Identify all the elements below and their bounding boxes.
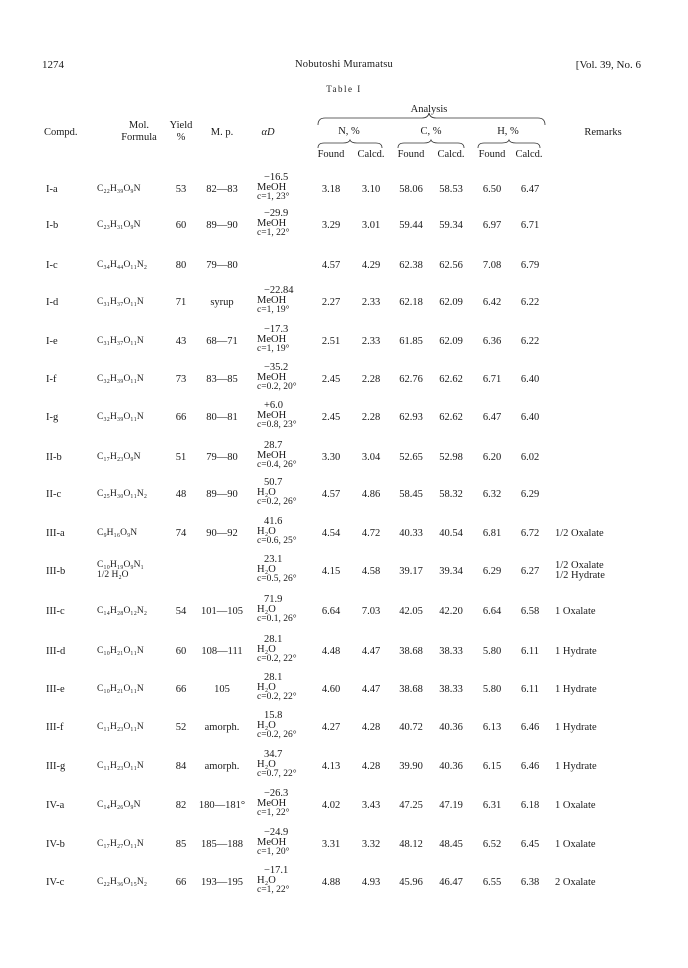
- mp-cell: 79—80: [206, 452, 238, 463]
- c-calcd-cell: 62.62: [439, 374, 463, 385]
- n-found-cell: 4.60: [321, 684, 341, 695]
- compd-cell: IV-b: [46, 839, 65, 850]
- yield-cell: 71: [175, 297, 187, 308]
- formula-cell: C₉H₁₆O₉N: [97, 528, 138, 538]
- compd-cell: III-a: [46, 528, 65, 539]
- formula-cell: C₃₁H₃₇O₁₁N: [97, 297, 144, 307]
- rotation-cell: H₂O: [257, 604, 276, 615]
- h-calcd-cell: 6.40: [520, 412, 540, 423]
- remarks-cell: 1 Oxalate: [555, 800, 596, 811]
- rotation-cell: c=1, 20°: [257, 847, 290, 857]
- n-calcd-cell: 2.33: [361, 336, 381, 347]
- mp-cell: 89—90: [206, 220, 238, 231]
- yield-cell: 85: [175, 839, 187, 850]
- rotation-cell: MeOH: [257, 372, 287, 383]
- c-calcd-cell: 62.09: [439, 297, 463, 308]
- mp-cell: 79—80: [206, 260, 238, 271]
- rotation-cell: MeOH: [257, 295, 287, 306]
- yield-cell: 60: [175, 220, 187, 231]
- mp-cell: 180—181°: [198, 800, 246, 811]
- header-n-found: Found: [317, 149, 345, 160]
- h-calcd-cell: 6.46: [520, 722, 540, 733]
- h-calcd-cell: 6.72: [520, 528, 540, 539]
- h-calcd-cell: 6.02: [520, 452, 540, 463]
- h-found-cell: 6.64: [482, 606, 502, 617]
- h-found-cell: 7.08: [482, 260, 502, 271]
- mp-cell: amorph.: [204, 722, 240, 733]
- table-title: Table I: [326, 84, 362, 94]
- c-found-cell: 39.17: [399, 566, 423, 577]
- n-found-cell: 2.27: [321, 297, 341, 308]
- rotation-cell: c=0.2, 26°: [257, 730, 297, 740]
- yield-cell: 80: [175, 260, 187, 271]
- yield-cell: 52: [175, 722, 187, 733]
- rotation-cell: H₂O: [257, 682, 276, 693]
- formula-cell: C₁₇H₂₇O₁₁N: [97, 839, 144, 849]
- compd-cell: I-d: [46, 297, 59, 308]
- header-analysis: Analysis: [410, 104, 448, 115]
- rotation-cell: H₂O: [257, 875, 276, 886]
- compd-cell: III-e: [46, 684, 65, 695]
- n-found-cell: 4.15: [321, 566, 341, 577]
- n-calcd-cell: 7.03: [361, 606, 381, 617]
- remarks-cell: 1/2 Oxalate: [555, 528, 604, 539]
- rotation-cell: c=1, 23°: [257, 192, 290, 202]
- n-calcd-cell: 3.32: [361, 839, 381, 850]
- h-calcd-cell: 6.18: [520, 800, 540, 811]
- formula-cell: C₂₅H₃₀O₁₁N₂: [97, 489, 148, 499]
- mp-cell: 90—92: [206, 528, 238, 539]
- yield-cell: 66: [175, 684, 187, 695]
- yield-cell: 53: [175, 184, 187, 195]
- c-found-cell: 47.25: [399, 800, 423, 811]
- formula-cell: C₁₁H₂₃O₁₁N: [97, 761, 144, 771]
- yield-cell: 84: [175, 761, 187, 772]
- h-calcd-cell: 6.11: [521, 684, 539, 695]
- rotation-cell: MeOH: [257, 182, 287, 193]
- h-calcd-cell: 6.38: [520, 877, 540, 888]
- h-found-cell: 6.29: [482, 566, 502, 577]
- rotation-cell: c=1, 19°: [257, 305, 290, 315]
- h-calcd-cell: 6.79: [520, 260, 540, 271]
- mp-cell: 101—105: [201, 606, 243, 617]
- rotation-cell: c=1, 22°: [257, 228, 290, 238]
- header-yield-unit: %: [176, 132, 186, 143]
- c-found-cell: 62.76: [399, 374, 423, 385]
- rotation-cell: 23.1: [264, 554, 283, 565]
- h-found-cell: 6.71: [482, 374, 502, 385]
- mp-cell: 193—195: [201, 877, 243, 888]
- yield-cell: 73: [175, 374, 187, 385]
- rotation-cell: MeOH: [257, 218, 287, 229]
- formula-cell-2: 1/2 H₂O: [97, 570, 129, 580]
- compd-cell: IV-c: [46, 877, 65, 888]
- n-found-cell: 3.18: [321, 184, 341, 195]
- c-found-cell: 40.33: [399, 528, 423, 539]
- rotation-cell: H₂O: [257, 759, 276, 770]
- c-calcd-cell: 38.33: [439, 646, 463, 657]
- c-calcd-cell: 48.45: [439, 839, 463, 850]
- rotation-cell: c=0.2, 22°: [257, 654, 297, 664]
- n-found-cell: 4.88: [321, 877, 341, 888]
- n-found-cell: 4.27: [321, 722, 341, 733]
- header-h: H, %: [497, 126, 519, 137]
- rotation-cell: −29.9: [264, 208, 289, 219]
- rotation-cell: c=0.5, 26°: [257, 574, 297, 584]
- c-found-cell: 38.68: [399, 646, 423, 657]
- mp-cell: 105: [214, 684, 230, 695]
- c-found-cell: 39.90: [399, 761, 423, 772]
- header-c-calcd: Calcd.: [437, 149, 465, 160]
- h-calcd-cell: 6.22: [520, 297, 540, 308]
- compd-cell: III-b: [46, 566, 66, 577]
- rotation-cell: c=0.1, 26°: [257, 614, 297, 624]
- h-found-cell: 6.20: [482, 452, 502, 463]
- rotation-cell: 41.6: [264, 516, 283, 527]
- header-mol: Mol.: [128, 120, 150, 131]
- h-calcd-cell: 6.45: [520, 839, 540, 850]
- n-calcd-cell: 4.72: [361, 528, 381, 539]
- h-found-cell: 6.36: [482, 336, 502, 347]
- remarks-cell: 1 Hydrate: [555, 761, 597, 772]
- n-found-cell: 4.02: [321, 800, 341, 811]
- remarks-cell: 1 Hydrate: [555, 722, 597, 733]
- c-calcd-cell: 52.98: [439, 452, 463, 463]
- header-h-found: Found: [478, 149, 506, 160]
- c-found-cell: 42.05: [399, 606, 423, 617]
- h-found-cell: 6.47: [482, 412, 502, 423]
- n-found-cell: 2.45: [321, 374, 341, 385]
- n-brace: [318, 140, 382, 148]
- c-calcd-cell: 46.47: [439, 877, 463, 888]
- c-calcd-cell: 42.20: [439, 606, 463, 617]
- c-calcd-cell: 62.56: [439, 260, 463, 271]
- h-calcd-cell: 6.29: [520, 489, 540, 500]
- formula-cell: C₃₄H₄₄O₁₁N₂: [97, 260, 148, 270]
- n-calcd-cell: 3.04: [361, 452, 381, 463]
- c-found-cell: 58.45: [399, 489, 423, 500]
- n-found-cell: 6.64: [321, 606, 341, 617]
- n-found-cell: 2.51: [321, 336, 341, 347]
- c-found-cell: 45.96: [399, 877, 423, 888]
- running-author: Nobutoshi Muramatsu: [294, 59, 393, 70]
- rotation-cell: c=1, 22°: [257, 808, 290, 818]
- mp-cell: 108—111: [201, 646, 243, 657]
- h-found-cell: 6.32: [482, 489, 502, 500]
- h-found-cell: 6.42: [482, 297, 502, 308]
- header-alpha: αD: [261, 127, 275, 138]
- header-mp: M. p.: [210, 127, 234, 138]
- rotation-cell: MeOH: [257, 450, 287, 461]
- h-found-cell: 6.31: [482, 800, 502, 811]
- compd-cell: III-c: [46, 606, 65, 617]
- n-calcd-cell: 4.29: [361, 260, 381, 271]
- rotation-cell: c=0.8, 23°: [257, 420, 297, 430]
- h-calcd-cell: 6.47: [520, 184, 540, 195]
- n-found-cell: 3.30: [321, 452, 341, 463]
- rotation-cell: c=0.2, 22°: [257, 692, 297, 702]
- c-brace: [398, 140, 464, 148]
- yield-cell: 82: [175, 800, 187, 811]
- header-n: N, %: [338, 126, 360, 137]
- header-c-found: Found: [397, 149, 425, 160]
- mp-cell: amorph.: [204, 761, 240, 772]
- rotation-cell: MeOH: [257, 798, 287, 809]
- yield-cell: 51: [175, 452, 187, 463]
- compd-cell: III-f: [46, 722, 64, 733]
- c-calcd-cell: 39.34: [439, 566, 463, 577]
- yield-cell: 54: [175, 606, 187, 617]
- remarks-cell: 2 Oxalate: [555, 877, 596, 888]
- yield-cell: 66: [175, 877, 187, 888]
- compd-cell: I-c: [46, 260, 58, 271]
- h-calcd-cell: 6.11: [521, 646, 539, 657]
- compd-cell: III-d: [46, 646, 66, 657]
- compd-cell: I-f: [46, 374, 57, 385]
- formula-cell: C₂₃H₃₁O₉N: [97, 220, 141, 230]
- n-found-cell: 4.57: [321, 489, 341, 500]
- n-found-cell: 4.57: [321, 260, 341, 271]
- c-calcd-cell: 38.33: [439, 684, 463, 695]
- n-found-cell: 4.54: [321, 528, 341, 539]
- rotation-cell: H₂O: [257, 487, 276, 498]
- rotation-cell: 28.1: [264, 672, 283, 683]
- header-h-calcd: Calcd.: [515, 149, 543, 160]
- mp-cell: 68—71: [206, 336, 238, 347]
- n-calcd-cell: 3.43: [361, 800, 381, 811]
- formula-cell: C₁₁H₂₃O₁₁N: [97, 722, 144, 732]
- page-number: 1274: [42, 59, 64, 71]
- formula-cell: C₃₁H₃₇O₁₁N: [97, 336, 144, 346]
- h-calcd-cell: 6.46: [520, 761, 540, 772]
- c-found-cell: 62.18: [399, 297, 423, 308]
- rotation-cell: 15.8: [264, 710, 283, 721]
- n-calcd-cell: 2.33: [361, 297, 381, 308]
- formula-cell: C₁₀H₂₁O₁₁N: [97, 646, 144, 656]
- rotation-cell: c=0.2, 26°: [257, 497, 297, 507]
- h-found-cell: 6.13: [482, 722, 502, 733]
- mp-cell: 83—85: [206, 374, 238, 385]
- yield-cell: 48: [175, 489, 187, 500]
- formula-cell: C₁₄H₂₈O₁₂N₂: [97, 606, 148, 616]
- compd-cell: I-b: [46, 220, 59, 231]
- h-calcd-cell: 6.58: [520, 606, 540, 617]
- n-calcd-cell: 4.86: [361, 489, 381, 500]
- c-found-cell: 52.65: [399, 452, 423, 463]
- h-brace: [478, 140, 540, 148]
- rotation-cell: −17.3: [264, 324, 289, 335]
- h-found-cell: 6.81: [482, 528, 502, 539]
- rotation-cell: H₂O: [257, 644, 276, 655]
- rotation-cell: 71.9: [264, 594, 283, 605]
- c-calcd-cell: 47.19: [439, 800, 463, 811]
- mp-cell: 89—90: [206, 489, 238, 500]
- c-calcd-cell: 62.62: [439, 412, 463, 423]
- header-formula: Formula: [121, 132, 157, 143]
- c-calcd-cell: 40.36: [439, 722, 463, 733]
- n-calcd-cell: 4.58: [361, 566, 381, 577]
- c-found-cell: 58.06: [399, 184, 423, 195]
- rotation-cell: 28.1: [264, 634, 283, 645]
- rotation-cell: MeOH: [257, 837, 287, 848]
- rotation-cell: c=0.2, 20°: [257, 382, 297, 392]
- compd-cell: II-b: [46, 452, 62, 463]
- formula-cell: C₃₂H₃₉O₁₁N: [97, 412, 144, 422]
- n-found-cell: 4.48: [321, 646, 341, 657]
- yield-cell: 66: [175, 412, 187, 423]
- rotation-cell: c=0.7, 22°: [257, 769, 297, 779]
- rotation-cell: 28.7: [264, 440, 283, 451]
- rotation-cell: MeOH: [257, 334, 287, 345]
- rotation-cell: −17.1: [264, 865, 289, 876]
- n-calcd-cell: 4.47: [361, 684, 381, 695]
- c-found-cell: 59.44: [399, 220, 423, 231]
- rotation-cell: −26.3: [264, 788, 289, 799]
- rotation-cell: H₂O: [257, 526, 276, 537]
- remarks-cell: 1 Oxalate: [555, 839, 596, 850]
- c-calcd-cell: 59.34: [439, 220, 463, 231]
- compd-cell: I-a: [46, 184, 58, 195]
- compd-cell: I-g: [46, 412, 59, 423]
- remarks-cell: 1 Hydrate: [555, 646, 597, 657]
- mp-cell: 82—83: [206, 184, 238, 195]
- compd-cell: IV-a: [46, 800, 65, 811]
- h-calcd-cell: 6.27: [520, 566, 540, 577]
- c-calcd-cell: 62.09: [439, 336, 463, 347]
- h-calcd-cell: 6.71: [520, 220, 540, 231]
- formula-cell: C₃₂H₃₉O₁₁N: [97, 374, 144, 384]
- c-found-cell: 40.72: [399, 722, 423, 733]
- rotation-cell: −22.84: [264, 285, 294, 296]
- rotation-cell: c=0.4, 26°: [257, 460, 297, 470]
- h-found-cell: 5.80: [482, 646, 502, 657]
- formula-cell: C₁₇H₂₃O₉N: [97, 452, 141, 462]
- rotation-cell: 50.7: [264, 477, 283, 488]
- c-found-cell: 38.68: [399, 684, 423, 695]
- n-calcd-cell: 3.01: [361, 220, 381, 231]
- formula-cell: C₂₂H₃₆O₁₅N₂: [97, 877, 148, 887]
- n-calcd-cell: 2.28: [361, 374, 381, 385]
- formula-cell: C₁₀H₁₉O₉N₁: [97, 560, 144, 570]
- n-calcd-cell: 3.10: [361, 184, 381, 195]
- rotation-cell: H₂O: [257, 564, 276, 575]
- formula-cell: C₁₄H₂₆O₉N: [97, 800, 141, 810]
- n-calcd-cell: 4.93: [361, 877, 381, 888]
- rotation-cell: MeOH: [257, 410, 287, 421]
- c-calcd-cell: 40.36: [439, 761, 463, 772]
- h-calcd-cell: 6.40: [520, 374, 540, 385]
- compd-cell: I-e: [46, 336, 58, 347]
- mp-cell: 80—81: [206, 412, 238, 423]
- remarks-cell: 1/2 Hydrate: [555, 570, 605, 581]
- header-compd: Compd.: [44, 127, 78, 138]
- rotation-cell: H₂O: [257, 720, 276, 731]
- h-found-cell: 5.80: [482, 684, 502, 695]
- c-found-cell: 48.12: [399, 839, 423, 850]
- h-calcd-cell: 6.22: [520, 336, 540, 347]
- header-n-calcd: Calcd.: [357, 149, 385, 160]
- rotation-cell: −35.2: [264, 362, 289, 373]
- analysis-brace: [318, 113, 545, 125]
- compd-cell: II-c: [46, 489, 62, 500]
- header-remarks: Remarks: [584, 127, 622, 138]
- h-found-cell: 6.15: [482, 761, 502, 772]
- n-found-cell: 3.31: [321, 839, 341, 850]
- n-calcd-cell: 4.28: [361, 722, 381, 733]
- h-found-cell: 6.52: [482, 839, 502, 850]
- c-calcd-cell: 40.54: [439, 528, 463, 539]
- c-found-cell: 61.85: [399, 336, 423, 347]
- header-c: C, %: [420, 126, 442, 137]
- h-found-cell: 6.55: [482, 877, 502, 888]
- header-yield: Yield: [169, 120, 193, 131]
- n-found-cell: 2.45: [321, 412, 341, 423]
- c-calcd-cell: 58.53: [439, 184, 463, 195]
- remarks-cell: 1 Oxalate: [555, 606, 596, 617]
- formula-cell: C₂₂H₃₉O₉N: [97, 184, 141, 194]
- yield-cell: 43: [175, 336, 187, 347]
- journal-reference: [Vol. 39, No. 6: [575, 59, 641, 71]
- rotation-cell: −16.5: [264, 172, 289, 183]
- rotation-cell: +6.0: [264, 400, 284, 411]
- mp-cell: 185—188: [201, 839, 243, 850]
- h-found-cell: 6.97: [482, 220, 502, 231]
- compd-cell: III-g: [46, 761, 66, 772]
- c-found-cell: 62.38: [399, 260, 423, 271]
- remarks-cell: 1 Hydrate: [555, 684, 597, 695]
- rotation-cell: c=0.6, 25°: [257, 536, 297, 546]
- mp-cell: syrup: [210, 297, 234, 308]
- n-calcd-cell: 4.47: [361, 646, 381, 657]
- c-calcd-cell: 58.32: [439, 489, 463, 500]
- rotation-cell: 34.7: [264, 749, 283, 760]
- yield-cell: 60: [175, 646, 187, 657]
- n-calcd-cell: 2.28: [361, 412, 381, 423]
- formula-cell: C₁₀H₂₁O₁₁N: [97, 684, 144, 694]
- n-found-cell: 3.29: [321, 220, 341, 231]
- h-found-cell: 6.50: [482, 184, 502, 195]
- rotation-cell: c=1, 19°: [257, 344, 290, 354]
- n-found-cell: 4.13: [321, 761, 341, 772]
- rotation-cell: −24.9: [264, 827, 289, 838]
- n-calcd-cell: 4.28: [361, 761, 381, 772]
- rotation-cell: c=1, 22°: [257, 885, 290, 895]
- yield-cell: 74: [175, 528, 187, 539]
- c-found-cell: 62.93: [399, 412, 423, 423]
- remarks-cell: 1/2 Oxalate: [555, 560, 604, 571]
